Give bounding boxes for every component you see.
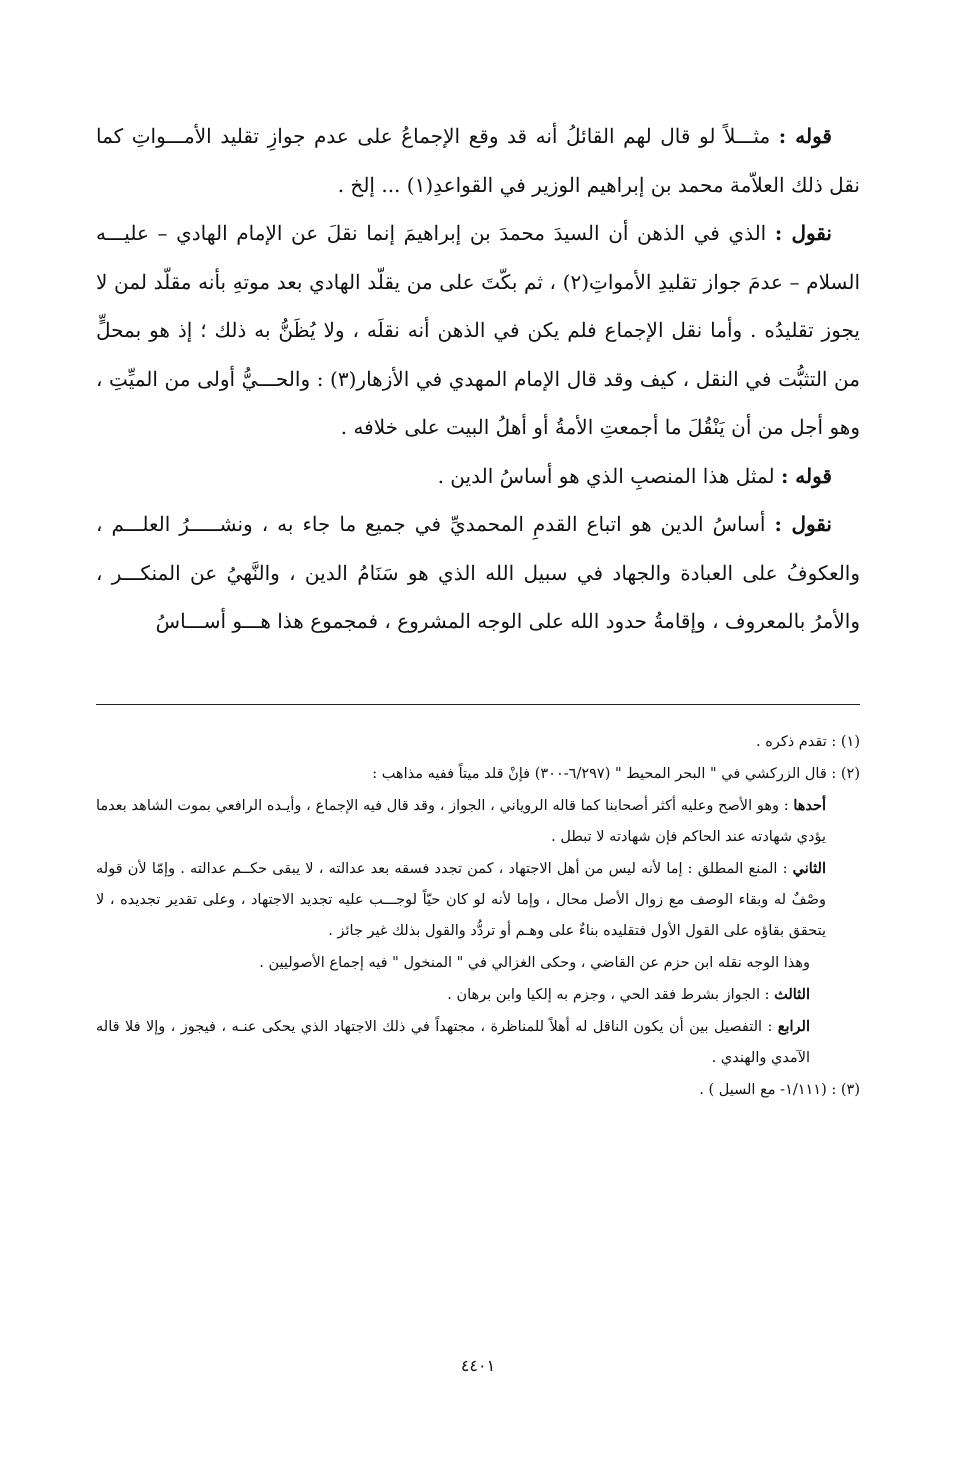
- footnote-2-third-view: [96, 979, 860, 1011]
- footnote-label: أحدها: [793, 797, 826, 814]
- paragraph-text: الذي في الذهن أن السيدَ محمدَ بن إبراهيمَ إنما نقلَ عن الإمام الهادي – عليـــه السلام – عدمَ جواز تقليدِ الأمواتِ(٢) ، ثم بكّتَ على من يقلّد الهادي بعد موتهِ بأنه مقلّد لمن لا يجوز تقليدُه . وأما نقل الإجماع فلم يكن في الذهن أنه نقلَه ، ولا يُظَنُّ به ذلك ؛ إذ هو بمحلٍّ من التثبُّت في النقل ، كيف وقد قال الإمام المهدي في الأزهار(٣) : والحـــيُّ أولى من الميِّتِ ، وهو أجل من أن يَنْقُلَ ما أجمعتِ الأمةُ أو أهلُ البيت على خلافه .: [96, 221, 860, 439]
- paragraph-text: مثـــلاً لو قال لهم القائلُ أنه قد وقع الإجماعُ على عدم جوازِ تقليد الأمـــواتِ كما نقل ذلك العلاّمة محمد بن إبراهيم الوزير في القواعدِ(١) ... إلخ .: [96, 124, 860, 197]
- footnote-1: [96, 726, 860, 758]
- footnote-3: [96, 1074, 860, 1106]
- footnote-text: : التفصيل بين أن يكون الناقل له أهلاً للمناظرة ، مجتهداً في ذلك الاجتهاد الذي يحكى عنـه ، فيجوز ، وإلا فلا قاله الآمدي والهندي .: [96, 1019, 810, 1066]
- footnote-label: الرابع: [777, 1018, 810, 1035]
- footnote-divider: [96, 704, 860, 705]
- paragraph-naqul-2: [96, 500, 860, 646]
- footnote-label: الثالث: [774, 986, 810, 1003]
- footnote-2-second-view: [96, 853, 860, 947]
- paragraph-label: نقول :: [774, 512, 832, 536]
- footnote-text: (١) : تقدم ذكره .: [756, 734, 860, 750]
- paragraph-label: قوله :: [780, 463, 832, 488]
- footnote-text: : وهو الأصح وعليه أكثر أصحابنا كما قاله الروياني ، الجواز ، وقد قال فيه الإجماع ، وأيـده الرافعي بموت الشاهد بعدما يؤدي شهادته عند الحاكم فإن شهادته لا تبطل .: [96, 798, 826, 845]
- footnote-2-first-view: [96, 790, 860, 853]
- footnote-2: [96, 758, 860, 790]
- paragraph-qawluh-1: [96, 112, 860, 209]
- page-number: ٤٤٠١: [460, 1356, 496, 1375]
- main-text: [96, 112, 860, 646]
- footnote-2-fourth-view: [96, 1011, 860, 1074]
- footnote-2-second-view-note: [96, 947, 860, 979]
- paragraph-qawluh-2: [96, 452, 860, 501]
- paragraph-naqul-1: [96, 209, 860, 452]
- footnotes: [96, 726, 860, 1106]
- paragraph-text: أساسُ الدين هو اتباع القدمِ المحمديِّ في جميع ما جاء به ، ونشـــــرُ العلـــم ، والعكوفُ على العبادة والجهاد في سبيل الله الذي هو سَنَامُ الدين ، والنَّهيُ عن المنكـــر ، والأمرُ بالمعروف ، وإقامةُ حدود الله على الوجه المشروع ، فمجموع هذا هـــو أســـاسُ: [96, 512, 860, 633]
- footnote-text: (٣) : (١/١١١- مع السيل ) .: [699, 1082, 860, 1098]
- footnote-label: الثاني: [792, 860, 826, 877]
- footnote-text: وهذا الوجه نقله ابن حزم عن القاضي ، وحكى الغزالي في " المنخول " فيه إجماع الأصوليين .: [259, 955, 810, 971]
- footnote-text: (٢) : قال الزركشي في " البحر المحيط " (٦/٢٩٧-٣٠٠) فإنْ قلد ميتاً ففيه مذاهب :: [372, 766, 860, 782]
- footnote-text: : المنع المطلق : إما لأنه ليس من أهل الاجتهاد ، كمن تجدد فسقه بعد عدالته ، لا يبقى حكــم عدالته . وإمّا لأن قوله وصْفٌ له وبقاء الوصف مع زوال الأصل محال ، وإما لأنه لو كان حيّاً لوجـــب عليه تجديد الاجتهاد ، وعلى تقدير تجديده ، لا يتحقق بقاؤه على القول الأول فتقليده بناءٌ على وهـم أو تردُّد والقول بذلك غير جائز .: [96, 861, 826, 939]
- paragraph-label: قوله :: [778, 124, 832, 148]
- paragraph-text: لمثل هذا المنصبِ الذي هو أساسُ الدين .: [437, 463, 781, 488]
- footnote-text: : الجواز بشرط فقد الحي ، وجزم به إلكيا وابن برهان .: [447, 987, 775, 1003]
- paragraph-label: نقول :: [774, 221, 832, 245]
